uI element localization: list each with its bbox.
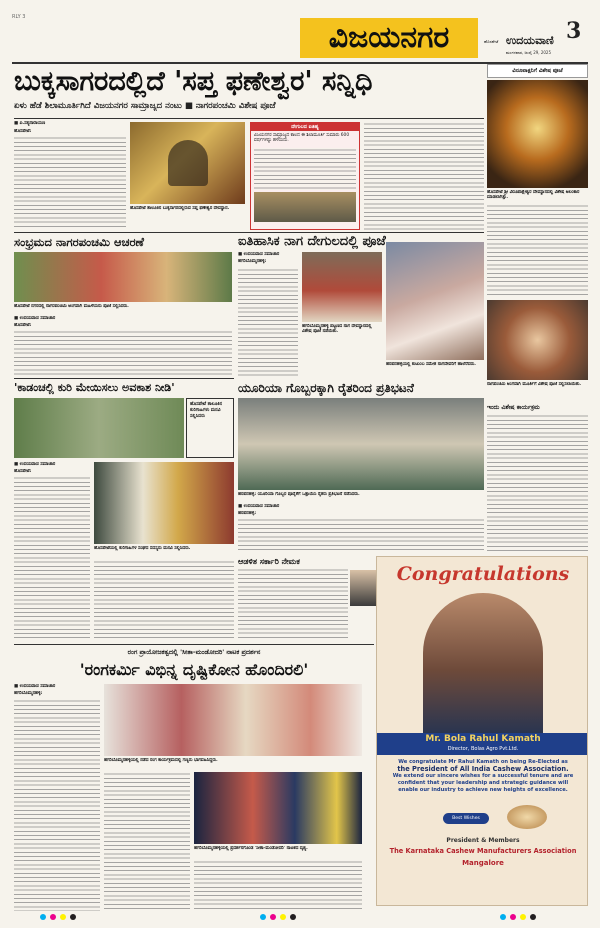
story4-body <box>14 476 90 640</box>
story4-caption: ಹೊಸಪೇಟೆಯಲ್ಲಿ ಕುರಿಗಾಹಿಗಳ ಸಂಘದ ಸದಸ್ಯರು ಮನವಿ ಸಲ್ಲಿಸಿದರು. <box>94 546 191 551</box>
story5-dateline: ಹರಪನಹಳ್ಳಿ: <box>238 511 257 516</box>
lead-byline: ■ ಪಿ.ಸತ್ಯನಾರಾಯಣ <box>14 121 46 126</box>
page-number: 3 <box>566 18 582 44</box>
reg-yellow <box>520 914 526 920</box>
ad-role: Director, Bolas Agro Pvt.Ltd. <box>447 746 519 752</box>
story4-byline: ■ ಉದಯವಾಣಿ ಸಮಾಚಾರ <box>14 462 56 467</box>
story3-dateline: ಹಗರಿಬೊಮ್ಮನಹಳ್ಳಿ: <box>238 259 267 264</box>
reg-magenta <box>50 914 56 920</box>
cashew-bowl-icon <box>507 805 547 829</box>
story7-photo-stage <box>104 684 362 756</box>
reg-cyan <box>40 914 46 920</box>
story2-headline: ಸಂಭ್ರಮದ ನಾಗರಪಂಚಮಿ ಆಚರಣೆ <box>14 235 144 249</box>
section-banner <box>300 18 478 58</box>
registration-marks-right <box>500 914 536 920</box>
ad-org: The Karnataka Cashew Manufacturers Association <box>389 847 577 855</box>
row3-rule <box>14 378 234 379</box>
ad-line2: the President of All India Cashew Association. <box>397 765 569 773</box>
story3-byline: ■ ಉದಯವಾಣಿ ಸಮಾಚಾರ <box>238 252 280 257</box>
story5-headline: ಯೂರಿಯಾ ಗೊಬ್ಬರಕ್ಕಾಗಿ ರೈತರಿಂದ ಪ್ರತಿಭಟನೆ <box>238 381 414 395</box>
info-box-lines <box>254 148 356 190</box>
story2-body <box>14 330 232 376</box>
story7-byline: ■ ಉದಯವಾಣಿ ಸಮಾಚಾರ <box>14 684 56 689</box>
story5-byline: ■ ಉದಯವಾಣಿ ಸಮಾಚಾರ <box>238 504 280 509</box>
ad-title: Congratulations <box>396 563 570 585</box>
ad-city: Mangalore <box>462 859 504 867</box>
reg-cyan <box>500 914 506 920</box>
story7-photo-drama <box>194 772 362 844</box>
story4-photo-sheep <box>14 398 184 458</box>
story4-photo-memo <box>94 462 234 544</box>
lead-body-col3 <box>364 122 484 230</box>
story3-body <box>238 268 298 376</box>
story7-body-col2 <box>104 772 190 910</box>
story5-body <box>238 518 484 552</box>
right-top-heading: ವಿರೂಪಾಕ್ಷನಿಗೆ ವಿಶೇಷ ಪೂಜೆ <box>487 64 588 78</box>
story7-dateline: ಹಗರಿಬೊಮ್ಮನಹಳ್ಳಿ: <box>14 691 43 696</box>
ad-line1: We congratulate Mr Rahul Kamath on being Re-Elected as <box>398 759 568 765</box>
reg-black <box>70 914 76 920</box>
page-corner-code: RLY 3 <box>12 14 26 20</box>
info-box-tag: ದೇಗುಲದ ಐತಿಹ್ಯ <box>251 123 359 131</box>
lead-dateline: ಹೊಸಪೇಟೆ: <box>14 129 32 134</box>
story4-dateline: ಹೊಸಪೇಟೆ: <box>14 469 32 474</box>
info-box-photo <box>254 192 356 222</box>
story2-byline: ■ ಉದಯವಾಣಿ ಸಮಾಚಾರ <box>14 316 56 321</box>
right-subheading: ಇಂದು ವಿಶೇಷ ಕಾರ್ಯಕ್ರಮ <box>487 404 540 411</box>
reg-yellow <box>60 914 66 920</box>
lead-photo-temple <box>130 122 245 204</box>
story3-photo-family <box>386 242 484 360</box>
story5-photo-protest <box>238 398 484 490</box>
lead-headline: ಬುಕ್ಕಸಾಗರದಲ್ಲಿದೆ 'ಸಪ್ತ ಫಣೇಶ್ವರ' ಸನ್ನಿಧಿ <box>14 66 373 97</box>
reg-black <box>290 914 296 920</box>
reg-black <box>530 914 536 920</box>
right-mid-caption: ನಾಗಪಂಚಮಿ ಅಂಗವಾಗಿ ಮೂರ್ತಿಗೆ ವಿಶೇಷ ಪೂಜೆ ಸಲ್ಲಿಸಲಾಯಿತು. <box>487 382 582 387</box>
story5-caption: ಹರಪನಹಳ್ಳಿ: ಯೂರಿಯಾ ಗೊಬ್ಬರ ಪೂರೈಕೆಗೆ ಒತ್ತಾಯಿಸಿ ರೈತರು ಪ್ರತಿಭಟನೆ ನಡೆಸಿದರು. <box>238 492 360 497</box>
ad-best-wishes: Best Wishes <box>443 813 489 824</box>
story3-caption2: ಹರಪನಹಳ್ಳಿಯಲ್ಲಿ ಕುಟುಂಬ ಸಮೇತ ನಾಗದೇವರಿಗೆ ಹಾಲೆರೆದರು. <box>386 362 476 367</box>
lead-photo-caption: ಹೊಸಪೇಟೆ ತಾಲೂಕಿನ ಬುಕ್ಕಸಾಗರದಲ್ಲಿರುವ ಸಪ್ತ ಫಣೇಶ್ವರ ದೇವಸ್ಥಾನ. <box>130 206 230 211</box>
lead-rule <box>14 118 484 119</box>
story2-dateline: ಹೊಸಪೇಟೆ: <box>14 323 32 328</box>
story7-headline: 'ರಂಗಕರ್ಮಿ ವಿಭಿನ್ನ ದೃಷ್ಟಿಕೋನ ಹೊಂದಿರಲಿ' <box>79 660 309 679</box>
story6-headline: ಆಡಳಿತ ಸರ್ಕಾರಿ ನೇಮಕ <box>238 556 300 566</box>
paper-prefix: ಹೊಸಪೇಟೆ <box>484 39 499 44</box>
registration-marks-left <box>40 914 76 920</box>
ad-line4: confident that your leadership and strategic guidance will <box>397 780 569 786</box>
story7-caption: ಹಗರಿಬೊಮ್ಮನಹಳ್ಳಿಯಲ್ಲಿ ನಡೆದ ರಂಗ ಕಾರ್ಯಕ್ರಮದಲ್ಲಿ ಗಣ್ಯರು ಭಾಗವಹಿಸಿದ್ದರು. <box>104 758 218 763</box>
story6-body <box>238 568 348 640</box>
row2-rule <box>14 232 484 233</box>
story2-photo <box>14 252 232 302</box>
reg-magenta <box>270 914 276 920</box>
reg-yellow <box>280 914 286 920</box>
info-box-text: ವಿಜಯನಗರ ಸಾಮ್ರಾಜ್ಯದ ಕಾಲದ ಈ ಶಿಲಾಮೂರ್ತಿ ಸುಮಾರು 600 ವರ್ಷಗಳಷ್ಟು ಹಳೆಯದು. <box>254 133 350 144</box>
story3-photo <box>302 252 382 322</box>
idol-shape <box>168 140 208 186</box>
right-top-photo-idol <box>487 80 588 188</box>
reg-cyan <box>260 914 266 920</box>
lead-info-box <box>250 122 360 230</box>
right-top-body <box>487 204 588 296</box>
story4-body2 <box>94 560 234 640</box>
ad-congratulations <box>376 556 588 906</box>
story7-body-col1 <box>14 699 100 911</box>
lead-body-col1 <box>14 136 126 228</box>
ad-line5: enable our industry to achieve new heights of excellence. <box>398 787 568 793</box>
story7-kicker: ರಂಗ ಪ್ರಾಯೋಜಕತ್ವದಲ್ಲಿ 'ಸೀತಾ-ಮಂಡೋದರಿ' ನಾಟಕ ಪ್ರದರ್ಶನ <box>127 648 261 656</box>
section-title: ವಿಜಯನಗರ <box>328 20 450 55</box>
story4-box: ಹೊಸಪೇಟೆ ತಾಲೂಕಿನ ಕುರಿಗಾಹಿಗಳು ಮನವಿ ಸಲ್ಲಿಸಿದರು <box>186 398 234 458</box>
ad-portrait <box>423 593 543 733</box>
reg-magenta <box>510 914 516 920</box>
right-top-caption: ಹೊಸಪೇಟೆ ಶ್ರೀ ವಿರೂಪಾಕ್ಷೇಶ್ವರ ದೇವಸ್ಥಾನದಲ್ಲಿ ವಿಶೇಷ ಅಲಂಕಾರ ಮಾಡಲಾಗಿತ್ತು. <box>487 190 580 201</box>
lead-subhead: ಏಳು ಹೆಡೆ ಶಿಲಾಮೂರ್ತಿಗಿದೆ ವಿಜಯನಗರ ಸಾಮ್ರಾಜ್ಯದ ನಂಟು ■ ನಾಗರಪಂಚಮಿ ವಿಶೇಷ ಪೂಜೆ <box>14 101 276 111</box>
ad-message <box>381 759 585 794</box>
row4-rule <box>14 644 374 645</box>
ad-from: President & Members <box>446 837 520 844</box>
right-mid-body <box>487 414 588 554</box>
story7-body-col3 <box>194 860 362 910</box>
ad-name-band <box>377 733 588 755</box>
story4-headline: 'ಕಾಡಂಚಲ್ಲಿ ಕುರಿ ಮೇಯಿಸಲು ಅವಕಾಶ ನೀಡಿ' <box>14 381 175 394</box>
story3-caption: ಹಗರಿಬೊಮ್ಮನಹಳ್ಳಿ ಪಟ್ಟಣದ ನಾಗ ದೇವಸ್ಥಾನದಲ್ಲಿ ವಿಶೇಷ ಪೂಜೆ ನಡೆಯಿತು. <box>302 324 372 335</box>
story7-caption2: ಹಗರಿಬೊಮ್ಮನಹಳ್ಳಿಯಲ್ಲಿ ಪ್ರದರ್ಶನಗೊಂಡ 'ಸೀತಾ-ಮಂಡೋದರಿ' ನಾಟಕದ ದೃಶ್ಯ. <box>194 846 308 851</box>
registration-marks-center <box>260 914 296 920</box>
ad-name: Mr. Bola Rahul Kamath <box>425 734 541 744</box>
paper-name: ಉದಯವಾಣಿ <box>506 34 554 47</box>
ad-line3: We extend our sincere wishes for a successful tenure and are <box>392 773 574 779</box>
right-mid-photo <box>487 300 588 380</box>
story2-caption: ಹೊಸಪೇಟೆ ನಗರದಲ್ಲಿ ನಾಗರಪಂಚಮಿ ಅಂಗವಾಗಿ ಮಹಿಳೆಯರು ಪೂಜೆ ಸಲ್ಲಿಸಿದರು. <box>14 304 129 309</box>
issue-date: ಮಂಗಳವಾರ, ಜುಲೈ 29, 2025 <box>506 50 552 55</box>
story3-headline: ಐತಿಹಾಸಿಕ ನಾಗ ದೇಗುಲದಲ್ಲಿ ಪೂಜೆ <box>238 234 386 249</box>
